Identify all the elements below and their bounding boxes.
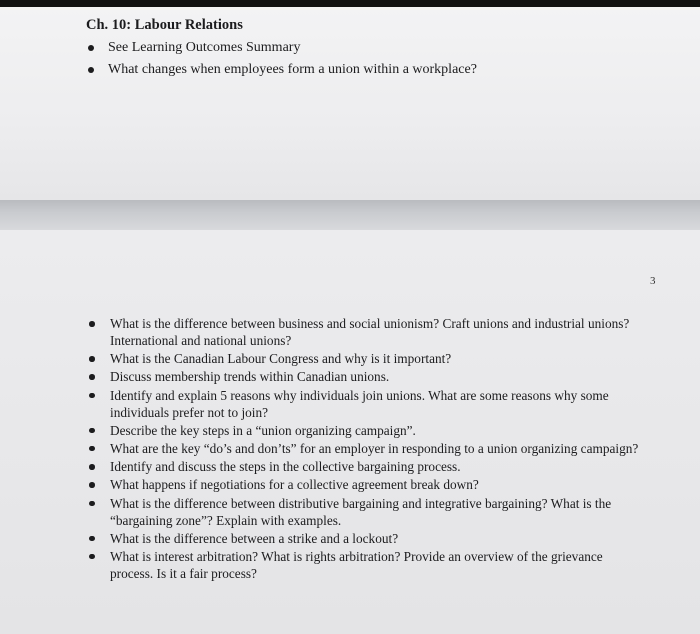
list-item [86, 37, 477, 59]
list-item [88, 387, 648, 421]
bullet-icon [89, 554, 95, 560]
list-item [88, 495, 648, 529]
list-item [88, 315, 648, 349]
bullet-icon [89, 501, 95, 507]
top-dark-edge [0, 0, 700, 7]
page-number: 3 [650, 275, 656, 287]
bullet-icon [89, 321, 95, 327]
list-item-text: See Learning Outcomes Summary [108, 40, 301, 55]
list-item-text: What is the difference between business and social unionism? Craft unions and industrial unions? International and national unions? [110, 316, 630, 348]
bullet-icon [89, 536, 95, 542]
list-item-text: What happens if negotiations for a collective agreement break down? [110, 477, 479, 493]
page-gap-shadow [0, 200, 700, 230]
list-item-text: Identify and discuss the steps in the collective bargaining process. [110, 459, 461, 475]
bullet-icon [88, 67, 94, 73]
list-item [88, 440, 648, 457]
question-bullet-list [88, 315, 648, 583]
list-item [88, 350, 648, 367]
list-item-text: What is the difference between distributive bargaining and integrative bargaining? What is the “bargaining zone”? Explain with examples. [110, 495, 612, 528]
bullet-icon [89, 356, 95, 362]
bullet-icon [89, 428, 95, 434]
list-item [88, 548, 648, 582]
bullet-icon [89, 482, 95, 488]
intro-bullet-list [86, 37, 477, 81]
bullet-icon [89, 464, 95, 470]
list-item [86, 59, 477, 81]
list-item-text: What is the difference between a strike and a lockout? [110, 530, 399, 546]
list-item-text: What is interest arbitration? What is rights arbitration? Provide an overview of the grievance process. Is it a fair process? [110, 548, 603, 581]
list-item [88, 458, 648, 475]
list-item [88, 530, 648, 547]
list-item-text: What are the key “do’s and don’ts” for an employer in responding to a union organizing campaign? [110, 440, 639, 456]
list-item-text: What is the Canadian Labour Congress and why is it important? [110, 351, 452, 367]
list-item-text: Describe the key steps in a “union organizing campaign”. [110, 422, 416, 438]
bullet-icon [89, 374, 95, 380]
list-item-text: Discuss membership trends within Canadian unions. [110, 369, 390, 385]
bullet-icon [89, 393, 95, 399]
list-item [88, 476, 648, 493]
list-item [88, 422, 648, 439]
list-item-text: What changes when employees form a union within a workplace? [108, 62, 477, 77]
page-upper-sheet [0, 7, 700, 200]
chapter-title: Ch. 10: Labour Relations [86, 17, 243, 33]
list-item [88, 368, 648, 385]
bullet-icon [88, 45, 94, 51]
bullet-icon [89, 446, 95, 452]
list-item-text: Identify and explain 5 reasons why individuals join unions. What are some reasons why some individuals prefer not to join? [110, 387, 609, 420]
